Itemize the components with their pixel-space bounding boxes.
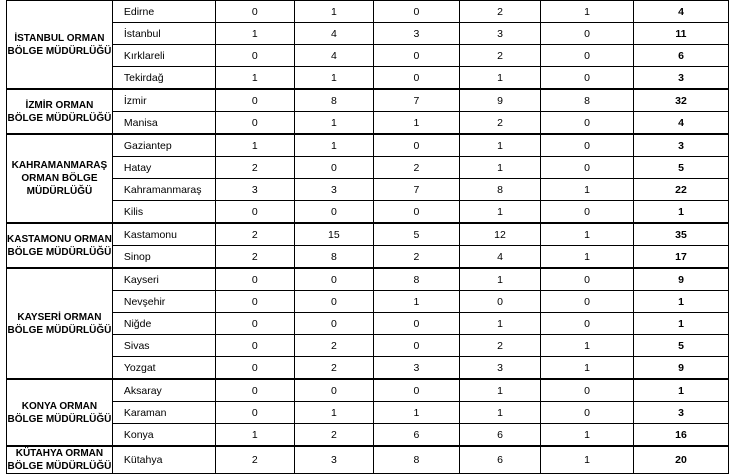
value-cell: 1 [215,23,294,45]
total-cell: 3 [633,67,728,90]
total-cell: 16 [633,424,728,447]
value-cell: 1 [541,424,634,447]
value-cell: 0 [215,0,294,23]
total-cell: 1 [633,379,728,402]
value-cell: 2 [459,0,540,23]
table-row [7,179,729,201]
value-cell: 0 [541,112,634,135]
value-cell: 3 [294,179,373,201]
table-row [7,246,729,269]
table-row [7,291,729,313]
value-cell: 0 [373,379,459,402]
value-cell: 1 [541,446,634,474]
value-cell: 1 [215,67,294,90]
value-cell: 0 [215,45,294,67]
value-cell: 0 [541,201,634,224]
value-cell: 0 [373,201,459,224]
value-cell: 1 [541,335,634,357]
value-cell: 0 [294,201,373,224]
value-cell: 0 [215,112,294,135]
value-cell: 0 [215,357,294,380]
total-cell: 3 [633,402,728,424]
value-cell: 2 [294,424,373,447]
region-group [7,89,729,134]
province-cell: Sivas [112,335,215,357]
total-cell: 6 [633,45,728,67]
province-cell: Niğde [112,313,215,335]
value-cell: 3 [459,357,540,380]
value-cell: 0 [459,291,540,313]
total-cell: 20 [633,446,728,474]
value-cell: 8 [373,446,459,474]
region-name-cell: KASTAMONU ORMAN BÖLGE MÜDÜRLÜĞÜ [7,223,113,268]
province-cell: Hatay [112,157,215,179]
value-cell: 3 [459,23,540,45]
value-cell: 1 [373,291,459,313]
value-cell: 0 [373,313,459,335]
region-group [7,134,729,223]
table-row [7,335,729,357]
table-row [7,23,729,45]
total-cell: 1 [633,201,728,224]
region-group [7,379,729,446]
value-cell: 0 [294,291,373,313]
total-cell: 35 [633,223,728,246]
province-cell: Kilis [112,201,215,224]
province-cell: İstanbul [112,23,215,45]
value-cell: 1 [294,67,373,90]
value-cell: 0 [294,379,373,402]
region-group [7,446,729,474]
value-cell: 8 [459,179,540,201]
value-cell: 1 [459,313,540,335]
region-name-cell: İZMİR ORMAN BÖLGE MÜDÜRLÜĞÜ [7,89,113,134]
value-cell: 1 [373,402,459,424]
value-cell: 5 [373,223,459,246]
total-cell: 22 [633,179,728,201]
value-cell: 0 [215,268,294,291]
value-cell: 2 [459,335,540,357]
region-name-cell: İSTANBUL ORMAN BÖLGE MÜDÜRLÜĞÜ [7,0,113,89]
province-cell: Kastamonu [112,223,215,246]
value-cell: 3 [373,23,459,45]
value-cell: 1 [294,112,373,135]
value-cell: 1 [541,179,634,201]
total-cell: 9 [633,268,728,291]
value-cell: 0 [215,89,294,112]
value-cell: 1 [541,0,634,23]
province-cell: İzmir [112,89,215,112]
value-cell: 3 [373,357,459,380]
total-cell: 32 [633,89,728,112]
province-cell: Kütahya [112,446,215,474]
value-cell: 0 [541,402,634,424]
value-cell: 15 [294,223,373,246]
value-cell: 0 [373,45,459,67]
region-name-cell: KÜTAHYA ORMAN BÖLGE MÜDÜRLÜĞÜ [7,448,112,472]
value-cell: 6 [459,446,540,474]
value-cell: 1 [459,201,540,224]
value-cell: 1 [459,402,540,424]
value-cell: 0 [541,45,634,67]
value-cell: 0 [541,313,634,335]
value-cell: 7 [373,89,459,112]
province-cell: Manisa [112,112,215,135]
value-cell: 1 [459,157,540,179]
total-cell: 4 [633,112,728,135]
value-cell: 2 [215,246,294,269]
value-cell: 0 [294,313,373,335]
province-cell: Yozgat [112,357,215,380]
table-row [7,45,729,67]
value-cell: 1 [541,246,634,269]
total-cell: 1 [633,291,728,313]
table-row [7,201,729,224]
table-row [7,424,729,447]
total-cell: 1 [633,313,728,335]
province-cell: Gaziantep [112,134,215,157]
region-group [7,268,729,379]
value-cell: 6 [373,424,459,447]
value-cell: 2 [215,157,294,179]
value-cell: 1 [294,134,373,157]
value-cell: 0 [215,201,294,224]
value-cell: 0 [215,402,294,424]
value-cell: 9 [459,89,540,112]
value-cell: 2 [294,357,373,380]
total-cell: 11 [633,23,728,45]
region-name-cell: KAHRAMANMARAŞ ORMAN BÖLGE MÜDÜRLÜĞÜ [7,134,113,223]
value-cell: 0 [215,335,294,357]
total-cell: 4 [633,0,728,23]
value-cell: 1 [215,424,294,447]
table-row [7,268,729,291]
table-row [7,379,729,402]
value-cell: 1 [373,112,459,135]
region-name-cell: KONYA ORMAN BÖLGE MÜDÜRLÜĞÜ [7,379,113,446]
table-row [7,357,729,380]
table-row [7,0,729,23]
province-cell: Nevşehir [112,291,215,313]
value-cell: 4 [459,246,540,269]
total-cell: 5 [633,335,728,357]
value-cell: 8 [541,89,634,112]
province-cell: Aksaray [112,379,215,402]
value-cell: 0 [215,379,294,402]
total-cell: 17 [633,246,728,269]
value-cell: 1 [294,402,373,424]
table-row [7,134,729,157]
province-cell: Sinop [112,246,215,269]
value-cell: 3 [215,179,294,201]
value-cell: 1 [215,134,294,157]
value-cell: 1 [459,268,540,291]
value-cell: 8 [294,89,373,112]
table-row [7,157,729,179]
value-cell: 2 [373,157,459,179]
province-cell: Tekirdağ [112,67,215,90]
value-cell: 2 [215,446,294,474]
value-cell: 0 [541,157,634,179]
table-row [7,402,729,424]
value-cell: 12 [459,223,540,246]
value-cell: 0 [541,23,634,45]
table-row [7,223,729,246]
value-cell: 0 [294,157,373,179]
value-cell: 0 [541,268,634,291]
value-cell: 0 [215,291,294,313]
value-cell: 1 [541,357,634,380]
value-cell: 7 [373,179,459,201]
value-cell: 8 [294,246,373,269]
total-cell: 9 [633,357,728,380]
table-row [7,446,729,474]
value-cell: 0 [541,67,634,90]
value-cell: 3 [294,446,373,474]
value-cell: 0 [541,291,634,313]
value-cell: 0 [541,379,634,402]
region-group [7,223,729,268]
province-cell: Kahramanmaraş [112,179,215,201]
value-cell: 4 [294,23,373,45]
value-cell: 2 [373,246,459,269]
forest-statistics-table [6,0,729,474]
province-cell: Kayseri [112,268,215,291]
value-cell: 1 [459,67,540,90]
total-cell: 5 [633,157,728,179]
value-cell: 1 [459,134,540,157]
value-cell: 0 [373,134,459,157]
value-cell: 8 [373,268,459,291]
value-cell: 2 [294,335,373,357]
value-cell: 0 [541,134,634,157]
total-cell: 3 [633,134,728,157]
province-cell: Konya [112,424,215,447]
value-cell: 2 [459,112,540,135]
region-group [7,0,729,89]
value-cell: 6 [459,424,540,447]
value-cell: 1 [459,379,540,402]
value-cell: 2 [459,45,540,67]
value-cell: 0 [373,67,459,90]
value-cell: 1 [294,0,373,23]
value-cell: 0 [373,335,459,357]
value-cell: 2 [215,223,294,246]
value-cell: 0 [215,313,294,335]
value-cell: 1 [541,223,634,246]
table-row [7,112,729,135]
value-cell: 4 [294,45,373,67]
region-name-cell: KAYSERİ ORMAN BÖLGE MÜDÜRLÜĞÜ [7,268,113,379]
table-row [7,67,729,90]
province-cell: Kırklareli [112,45,215,67]
table-row [7,89,729,112]
table-row [7,313,729,335]
value-cell: 0 [294,268,373,291]
value-cell: 0 [373,0,459,23]
province-cell: Edirne [112,0,215,23]
province-cell: Karaman [112,402,215,424]
